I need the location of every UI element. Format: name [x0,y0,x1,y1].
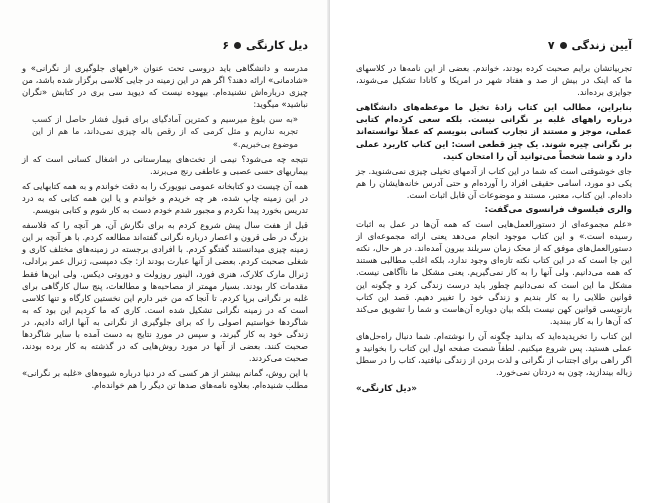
left-paragraph: نتیجه چه می‌شود؟ نیمی از تخت‌های بیمارستانی در اشغال کسانی است که از بیماریهای حسی عصبی و عاطفی رنج می‌برند. [22,153,308,176]
left-running-title: دیل کارنگی [246,38,308,52]
left-paragraph: مدرسه و دانشگاهی باید دروسی تحت عنوان «راههای جلوگیری از نگرانی» و «شادمانی» ارائه دهند؟ اگر هم در این زمینه در جایی کلاسی برگزار شده باشد، من چیزی درباره‌اش نشنیده‌ام. بیهوده نیست که دیوید سی بری در کتابش «نگران نباشید» میگوید: [22,63,308,110]
right-page [330,0,658,503]
right-paragraph: این کتاب را تخریدیده‌اید که بدانید چگونه آن را نوشته‌ام. شما دنبال راه‌حل‌های عملی هستید. پس شروع میکنیم. لطفاً شصت صفحه اول این کتاب را بخوانید و اگر راهی برای اجتناب از نگرانی و لذت بردن از زندگی نیافتید، کتاب را در سطل زباله بیندازید، چون به دردتان نمی‌خورد. [356,330,632,378]
bullet-icon [234,42,241,49]
closing-signature: «دیل کارنگی» [356,384,417,395]
left-paragraph: قبل از هفت سال پیش شروع کردم به برای نگارش آن، هر آنچه را که فلاسفه بزرگ در طی قرون و اعصار درباره نگرانی گفته‌اند مطالعه کردم. با هر آنچه بر این زمینه چیزی میدانستند گفتگو کردم. با افرادی برجسته در زمینه‌های مختلف کاری و شغلی صحبت کردم. بعضی از آنها عبارت بودند از: جک دمپسی، ژنرال عمر برادلی، ژنرال مارک کلارک، هنری فورد، الینور روزولت و دوروتی دیکس. ولی این‌ها فقط مقدمات کار بودند. بسیار مهمتر از مصاحبه‌ها و مطالعات، پنج سال کارگاهی برای غلبه بر نگرانی برپا کردم. تا آنجا که من خبر دارم این نخستین کارگاه و تنها کلاسی است که در زمینه نگرانی تشکیل شده است. کاری که ما کردیم این بود که به شاگردها خواستیم اصولی را که برای جلوگیری از نگرانی به آنها ارائه دادیم، در زندگی خود به کار گیرند، و سپس در موردِ نتایج به دست آمده با سایر شاگردها صحبت کنند. بعضی از آنها در مورد روش‌هایی که در گذشته به کار برده بودند، صحبت می‌کردند. [22,220,308,364]
right-paragraph: جای خوشوقتی است که شما در این کتاب از آدمهای تخیلی چیزی نمی‌شنوید. جز یکی دو مورد، اسامی حقیقی افراد را آورده‌ام و حتی آدرس خانه‌هایشان را هم داده‌ام. این کتاب، معتبر، مستند و موضوعات آن قابل اثبات است. [356,165,632,200]
right-page-header [356,38,632,52]
quote-intro: والری فیلسوف فرانسوی می‌گفت: [484,205,632,216]
right-paragraph: تجربیاتشان برایم صحبت کرده بودند، خواندم. بعضی از این نامه‌ها در کلاسهای ما که اینک در بیش از صد و هفتاد شهر در امریکا و کانادا تشکیل می‌شوند، جوایزی برده‌اند. [356,63,632,98]
left-paragraph: با این روش، گمانم بیشتر از هر کسی که در دنیا درباره شیوه‌های «غلبه بر نگرانی» مطلب شنیده‌ام. بعلاوه نامه‌های صدها تن دیگر را هم خوانده‌ام. [22,368,308,391]
left-page-header [22,38,308,52]
right-page-number: ۷ [547,38,555,52]
left-quote: «به سن بلوغ میرسیم و کمترین آمادگیای برای قبول فشار حاصل از کسب تجربه نداریم و مثل کرمی که از رقص باله چیزی نمی‌داند، ما هم از این موضوع بی‌خبریم.» [32,114,298,149]
left-paragraph: همه آن چیست دو کتابخانه عمومی نیویورک را به دقت خواندم و به همه کتابهایی که در این زمینه چاپ شده، هر چه خریدم و خواندم و یا این همه کتابی که به درد تدریس بخورد پیدا نکردم و مجبور شدم خودم دست به کار شوم و کتابی بنویسم. [22,180,308,216]
right-running-title: آیین زندگی [571,38,632,52]
right-paragraph-bold: بنابراین، مطالب این کتاب زادهٔ تخیل ما موعظه‌های دانشگاهی درباره راههای غلبه بر نگرانی نیست. بلکه سعی کرده‌ام کتابی عملی، موجز و مستند از تجارب کسانی بنویسم که عملاً توانسته‌اند بر نگرانی چیره شوند. یک چیز قطعی است: این کتاب کاربرد عملی دارد و شما شخصاً می‌توانید آن را امتحان کنید. [356,102,632,161]
left-page-number: ۶ [222,38,230,52]
bullet-icon [560,42,567,49]
right-paragraph: «علم مجموعه‌ای از دستورالعمل‌هایی است که همه آن‌ها در عمل به اثبات رسیده است.» و این کتاب موجود انجام می‌دهد یعنی ارائه مجموعه‌ای از دستورالعمل‌های موفق که از محک زمان سربلند بیرون آمده‌اند. در هر حال، نکته این جا است که در این کتاب نکته تازه‌ای وجود ندارد، بلکه اغلب مطالبی هستند که همه می‌دانیم. ولی آنها را به کار نمی‌گیریم. یعنی مشکل ما ناآگاهی نیست. مشکل ما این است که نمی‌دانیم چطور باید درست زندگی کرد و چگونه این قوانین طلایی را به کار بندیم و زندگی خود را تغییر دهیم. قصد این کتاب بازنویسی قوانین کهن نیست بلکه بیان دوباره آن‌هاست و شما را تشویق می‌کند که آن‌ها را به کار ببندید. [356,219,632,326]
